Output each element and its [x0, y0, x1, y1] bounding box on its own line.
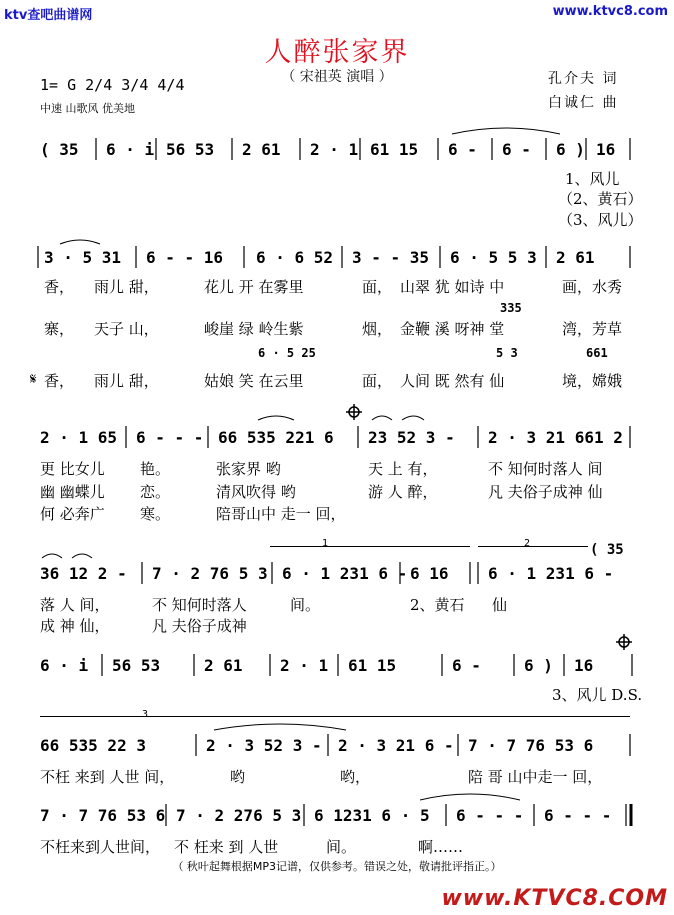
measure: 6 · i	[40, 656, 89, 675]
lyric-cell: 凡 夫俗子成神	[152, 617, 247, 635]
variant-notes: 661	[586, 346, 608, 360]
watermark-logo: www.KTVC8.COM	[441, 886, 668, 911]
measure: 2 · 1	[310, 140, 359, 159]
key-signature: 1= G 2/4 3/4 4/4	[40, 76, 185, 94]
lyric-cell: 人间 既 然有 仙	[400, 372, 505, 390]
volta-number: 2	[524, 538, 531, 549]
measure: 6 - - 16	[146, 248, 224, 267]
lyric-cell: 金鞭 溪 呀神 堂	[400, 320, 505, 338]
measure: 6 · 1 231 6 -	[282, 564, 408, 583]
lyric-cell: 成 神 仙，	[40, 617, 110, 635]
lyric-cell: 间。	[290, 596, 321, 614]
lyric-cell: 不枉来到人世间，	[40, 838, 161, 856]
lyric-cell: 雨儿 甜，	[94, 278, 159, 296]
measure: 2 61	[204, 656, 243, 675]
measure: 6 · 5 5 3	[450, 248, 537, 267]
measure: 61 15	[348, 656, 397, 675]
song-subtitle: （ 宋祖英 演唱 ）	[281, 69, 393, 85]
lyric-cell: 2、黄石	[410, 596, 465, 614]
lyric-cell: 不 知何时落人	[152, 596, 247, 614]
bar-lines	[38, 138, 632, 826]
variant-notes: 335	[500, 301, 522, 315]
pickup-notes: ( 35	[590, 542, 624, 558]
lyric-cell: 花儿 开 在雾里	[204, 278, 304, 296]
measure: 16	[574, 656, 594, 675]
measure: 3 - - 35	[352, 248, 430, 267]
measure: 16	[596, 140, 616, 159]
lyric-cell: 艳。	[140, 460, 171, 478]
lyric-cell: 3、风儿 D.S.	[552, 686, 643, 704]
measure: 36 12 2 -	[40, 564, 127, 583]
lyric-cell: 山翠 犹 如诗 中	[400, 278, 505, 296]
measure: 6 · i	[106, 140, 155, 159]
measure: 66 535 221 6	[218, 428, 334, 447]
slurs	[42, 128, 560, 800]
segno-icon: 𝄋	[30, 370, 37, 388]
lyric-cell: 游 人 醉，	[368, 483, 438, 501]
variant-notes: 6 · 5 25	[258, 346, 316, 360]
measure: 6 - - -	[544, 806, 612, 825]
measure: 6 · 1 231 6 -	[488, 564, 614, 583]
measure: 6 -	[448, 140, 477, 159]
measure: 6 - - -	[136, 428, 204, 447]
measure: 7 · 2 76 5 3	[152, 564, 268, 583]
transcription-note: （ 秋叶起舞根据MP3记谱，仅供参考。错误之处，敬请批评指正。）	[172, 860, 502, 873]
lyric-cell: 香，	[44, 372, 75, 390]
lyric-cell: 峻崖 绿 岭生紫	[204, 320, 304, 338]
composer-credit: 白诚仁 曲	[548, 95, 619, 111]
lyricist-credit: 孔介夫 词	[548, 71, 619, 87]
lyric-cell: 凡 夫俗子成神 仙	[488, 483, 603, 501]
lyric-cell: （3、风儿）	[558, 211, 643, 229]
measure: 2 · 1	[280, 656, 329, 675]
measure: 6 - - -	[456, 806, 524, 825]
measure: 2 · 3 21 6 -	[338, 736, 454, 755]
lyric-cell: 画，水秀	[562, 278, 623, 296]
lyric-cell: 仙	[492, 596, 508, 614]
measure: 6 -	[452, 656, 481, 675]
lyric-cell: 张家界 哟	[216, 460, 281, 478]
lyric-cell: 境，嫦娥	[562, 372, 623, 390]
measure: 6 -	[502, 140, 531, 159]
measure: 61 15	[370, 140, 419, 159]
lyric-cell: 香，	[44, 278, 75, 296]
measure: 2 · 3 21 661 2	[488, 428, 623, 447]
variant-notes: 5 3	[496, 346, 518, 360]
measure: 3 · 5 31	[44, 248, 122, 267]
measure: 2 · 1 65	[40, 428, 118, 447]
measure: 7 · 7 76 53 6	[468, 736, 594, 755]
measure: 23 52 3 -	[368, 428, 455, 447]
lyric-cell: 雨儿 甜，	[94, 372, 159, 390]
lyric-cell: 落 人 间，	[40, 596, 110, 614]
measure: 2 61	[556, 248, 595, 267]
lyric-cell: 更 比女儿	[40, 460, 105, 478]
measure: 2 · 3 52 3 -	[206, 736, 322, 755]
lyric-cell: 何 必奔广	[40, 505, 105, 523]
measure: ( 35	[40, 140, 79, 159]
lyric-cell: 不 知何时落人 间	[488, 460, 603, 478]
site-url-right[interactable]: www.ktvc8.com	[552, 4, 668, 19]
measure: 6 1231 6 · 5	[314, 806, 430, 825]
measure: 56 53	[112, 656, 161, 675]
measure: 66 535 22 3	[40, 736, 146, 755]
lyric-cell: 天 上 有，	[368, 460, 438, 478]
lyric-cell: 不枉 来到 人世 间，	[40, 768, 175, 786]
measure: 7 · 7 76 53 6	[40, 806, 166, 825]
lyric-cell: 姑娘 笑 在云里	[204, 372, 304, 390]
lyric-cell: 间。	[326, 838, 357, 856]
measure: 7 · 2 276 5 3	[176, 806, 302, 825]
lyric-cell: 湾，芳草	[562, 320, 623, 338]
volta-number: 1	[322, 538, 329, 549]
lyric-cell: 1、风儿	[565, 170, 620, 188]
lyric-cell: 烟，	[362, 320, 393, 338]
lyric-cell: 幽 幽蝶儿	[40, 483, 105, 501]
measure: 2 61	[242, 140, 281, 159]
measure: 56 53	[166, 140, 215, 159]
lyric-cell: 哟，	[340, 768, 371, 786]
measure: 6 16	[410, 564, 449, 583]
lyric-cell: 寨，	[44, 320, 75, 338]
lyric-cell: 清风吹得 哟	[216, 483, 296, 501]
site-name-left: ktv查吧曲谱网	[4, 8, 93, 23]
song-title: 人醉张家界	[264, 37, 410, 68]
lyric-cell: 陪 哥 山中走一 回，	[468, 768, 603, 786]
lyric-cell: （2、黄石）	[558, 190, 643, 208]
volta-number: 3	[142, 709, 149, 720]
lyric-cell: 哟	[230, 768, 246, 786]
lyric-cell: 啊……	[418, 838, 464, 856]
measure: 6 )	[524, 656, 553, 675]
lyric-cell: 面，	[362, 372, 393, 390]
tempo-marking: 中速 山歌风 优美地	[40, 102, 135, 115]
measure: 6 )	[556, 140, 585, 159]
lyric-cell: 面，	[362, 278, 393, 296]
lyric-cell: 不 枉来 到 人世	[174, 838, 279, 856]
lyric-cell: 恋。	[140, 483, 171, 501]
lyric-cell: 寒。	[140, 505, 171, 523]
lyric-cell: 陪哥山中 走一 回，	[216, 505, 346, 523]
lyric-cell: 天子 山，	[94, 320, 159, 338]
measure: 6 · 6 52	[256, 248, 334, 267]
